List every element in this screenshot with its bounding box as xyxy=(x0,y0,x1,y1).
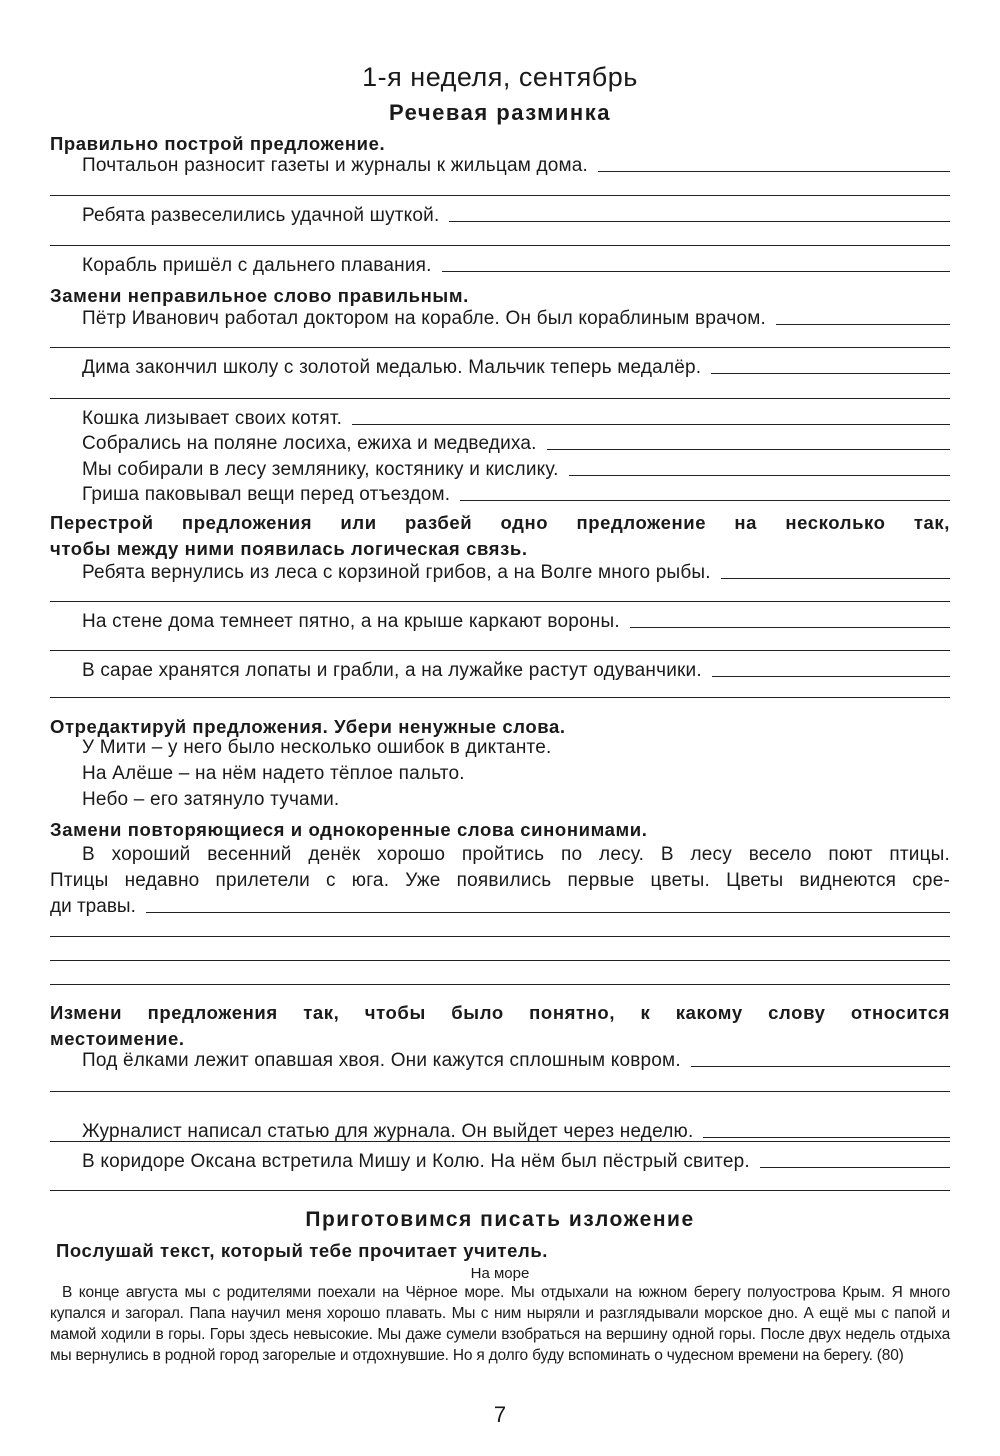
exercise-5-paragraph-line-2: Птицы недавно прилетели с юга. Уже появились первые цветы. Цветы виднеются сре- xyxy=(50,870,950,891)
answer-line[interactable] xyxy=(630,626,950,628)
exercise-2-item-4 xyxy=(82,431,950,455)
answer-line[interactable] xyxy=(776,323,950,325)
sentence-text: Ребята развеселились удачной шуткой. xyxy=(82,205,440,226)
answer-line[interactable] xyxy=(569,474,950,476)
answer-line-full[interactable] xyxy=(50,697,950,698)
answer-line-full[interactable] xyxy=(50,1141,950,1142)
sentence-text: Мы собирали в лесу землянику, костянику и кислику. xyxy=(82,459,559,480)
exercise-3-instruction-line-2: чтобы между ними появилась логическая связь. xyxy=(50,538,528,559)
sentence-text: Кошка лизывает своих котят. xyxy=(82,408,343,429)
exercise-3-instruction-line-1: Перестрой предложения или разбей одно предложение на несколько так, xyxy=(50,512,950,533)
exercise-4-instruction: Отредактируй предложения. Убери ненужные слова. xyxy=(50,716,566,737)
exercise-3-item-1 xyxy=(82,560,950,584)
answer-line[interactable] xyxy=(146,912,950,913)
exercise-5-paragraph-line-1: В хороший весенний денёк хорошо пройтись по лесу. В лесу весело поют птицы. xyxy=(82,844,950,865)
dictation-instruction: Послушай текст, который тебе прочитает учитель. xyxy=(56,1240,549,1261)
answer-line-full[interactable] xyxy=(50,960,950,961)
sentence-text: Пётр Иванович работал доктором на корабле. Он был кораблиным врачом. xyxy=(82,308,767,329)
sentence-text: Ребята вернулись из леса с корзиной грибов, а на Волге много рыбы. xyxy=(82,562,711,583)
exercise-4-item-1: У Мити – у него было несколько ошибок в диктанте. xyxy=(82,737,552,758)
sentence-text: Гриша паковывал вещи перед отъездом. xyxy=(82,484,451,505)
page-title: 1-я неделя, сентябрь xyxy=(362,62,638,92)
answer-line[interactable] xyxy=(598,170,950,172)
exercise-2-item-6 xyxy=(82,482,950,506)
answer-line[interactable] xyxy=(760,1166,950,1168)
exercise-6-item-2 xyxy=(82,1119,950,1143)
sentence-text: Дима закончил школу с золотой медалью. Мальчик теперь медалёр. xyxy=(82,357,702,378)
answer-line-full[interactable] xyxy=(50,1091,950,1092)
answer-line[interactable] xyxy=(703,1136,950,1138)
answer-line-full[interactable] xyxy=(50,245,950,246)
page-number: 7 xyxy=(493,1402,507,1427)
dictation-heading: Приготовимся писать изложение xyxy=(305,1208,695,1231)
answer-line-full[interactable] xyxy=(50,347,950,348)
sentence-text: В сарае хранятся лопаты и грабли, а на лужайке растут одуванчики. xyxy=(82,660,702,681)
answer-line[interactable] xyxy=(442,270,950,272)
sentence-text: Собрались на поляне лосиха, ежиха и медведиха. xyxy=(82,433,537,454)
exercise-3-item-2 xyxy=(82,609,950,633)
exercise-4-item-3: Небо – его затянуло тучами. xyxy=(82,789,340,810)
sentence-text: Под ёлками лежит опавшая хвоя. Они кажутся сплошным ковром. xyxy=(82,1050,681,1071)
exercise-3-item-3 xyxy=(82,658,950,682)
sentence-text: На стене дома темнеет пятно, а на крыше каркают вороны. xyxy=(82,611,620,632)
exercise-1-item-3 xyxy=(82,253,950,277)
answer-line[interactable] xyxy=(547,448,950,450)
sentence-text: Корабль пришёл с дальнего плавания. xyxy=(82,255,432,276)
exercise-2-item-1 xyxy=(82,306,950,330)
exercise-2-item-5 xyxy=(82,457,950,481)
story-title: На море xyxy=(470,1265,530,1282)
page-subtitle: Речевая разминка xyxy=(389,100,611,125)
exercise-6-instruction-line-2: местоимение. xyxy=(50,1028,185,1049)
exercise-2-instruction: Замени неправильное слово правильным. xyxy=(50,285,469,306)
answer-line[interactable] xyxy=(460,499,950,501)
answer-line-full[interactable] xyxy=(50,936,950,937)
sentence-text: Почтальон разносит газеты и журналы к жильцам дома. xyxy=(82,155,589,176)
exercise-1-item-2 xyxy=(82,203,950,227)
answer-line-full[interactable] xyxy=(50,1190,950,1191)
answer-line-full[interactable] xyxy=(50,601,950,602)
answer-line[interactable] xyxy=(711,372,950,374)
answer-line-full[interactable] xyxy=(50,398,950,399)
exercise-2-item-3 xyxy=(82,406,950,430)
answer-line[interactable] xyxy=(712,675,950,677)
exercise-6-instruction-line-1: Измени предложения так, чтобы было понятно, к какому слову относится xyxy=(50,1002,950,1023)
exercise-5-paragraph-end xyxy=(50,894,950,918)
answer-line-full[interactable] xyxy=(50,650,950,651)
exercise-1-instruction: Правильно построй предложение. xyxy=(50,133,386,154)
exercise-6-item-3 xyxy=(82,1149,950,1173)
answer-line[interactable] xyxy=(691,1065,950,1067)
answer-line[interactable] xyxy=(449,220,950,222)
sentence-text: Журналист написал статью для журнала. Он выйдет через неделю. xyxy=(82,1121,694,1142)
exercise-4-item-2: На Алёше – на нём надето тёплое пальто. xyxy=(82,763,465,784)
exercise-5-instruction: Замени повторяющиеся и однокоренные слова синонимами. xyxy=(50,819,648,840)
exercise-6-item-1 xyxy=(82,1048,950,1072)
exercise-2-item-2 xyxy=(82,355,950,379)
answer-line[interactable] xyxy=(721,577,950,579)
story-text: В конце августа мы с родителями поехали на Чёрное море. Мы отдыхали на южном берегу полуострова Крым. Я много купался и загорал. Папа научил меня хорошо плавать. Мы с ним ныряли и разглядывали морское дно. А ещё мы с папой и мамой ходили в горы. Горы здесь невысокие. Мы даже сумели взобраться на вершину одной горы. После двух недель отдыха мы вернулись в родной город загорелые и отдохнувшие. Но я долго буду вспоминать о чудесном времени на берегу. (80) xyxy=(50,1284,950,1364)
answer-line-full[interactable] xyxy=(50,195,950,196)
answer-line[interactable] xyxy=(352,423,950,425)
exercise-1-item-1 xyxy=(82,153,950,177)
sentence-text: В коридоре Оксана встретила Мишу и Колю. На нём был пёстрый свитер. xyxy=(82,1151,750,1172)
answer-line-full[interactable] xyxy=(50,984,950,985)
sentence-text: ди травы. xyxy=(50,896,136,917)
